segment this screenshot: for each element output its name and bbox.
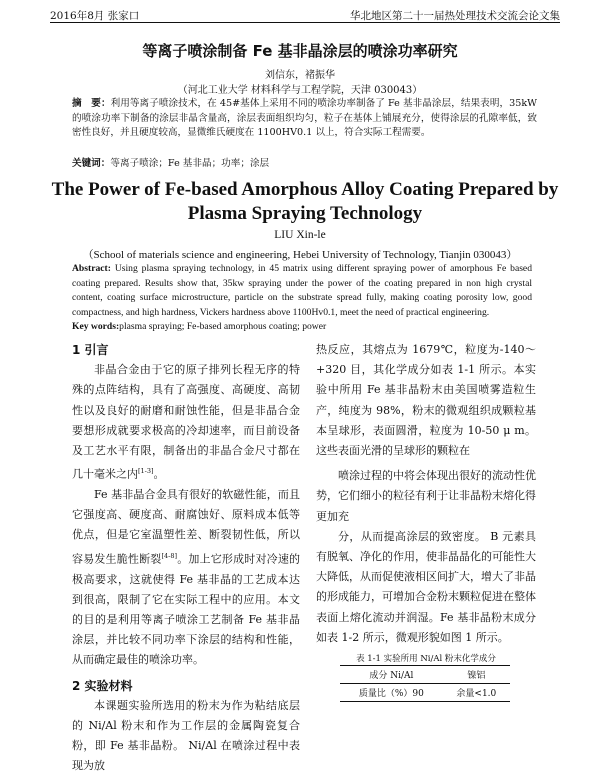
citation-2: [4-8] (161, 551, 178, 560)
chinese-abstract-label: 摘 要： (72, 98, 111, 109)
paragraph-4: 热反应，其熔点为 1679℃，粒度为-140～+320 目，其化学成分如表 1-1 所示。本实验中所用 Fe 基非晶粉末由美国喷雾造粒生产，纯度为 98%，粉末的微观组织成颗粒基本呈球形，表面圆滑，粒度为 10-50 μ m。这些表面光滑的呈球形的颗粒在 (316, 343, 536, 458)
paragraph-1-end: 。 (153, 467, 165, 481)
table-header-cell: 镍铝 (467, 671, 486, 681)
chinese-author: 刘信东，褚振华 (265, 70, 335, 81)
paragraph-5: 喷涂过程的中将会体现出很好的流动性优势，它们细小的粒径有利于让非晶粉末熔化得更加充 (316, 469, 536, 523)
table-cell: 质量比（%）90 (358, 689, 424, 699)
paragraph-3: 本课题实验所选用的粉末为作为粘结底层的 Ni/Al 粉末和作为工作层的金属陶瓷复合粉，即 Fe 基非晶粉。 Ni/Al 在喷涂过程中表现为放 (72, 698, 300, 773)
english-keywords (72, 321, 532, 332)
header-right: 华北地区第二十一届热处理技术交流会论文集 (350, 10, 560, 22)
composition-table (340, 665, 510, 702)
citation-1: [1-3] (138, 467, 154, 476)
table-cell: 余量<1.0 (456, 689, 497, 699)
chinese-abstract-text: 利用等离子喷涂技术，在 45#基体上采用不同的喷涂功率制备了 Fe 基非晶涂层，结果表明，35kW 的喷涂功率下制备的涂层非晶含量高，涂层表面组织均匀，粒子在基体上铺展充分，使得涂层的孔隙率低，致密性良好，并且硬度较高，显微维氏硬度在 1100HV0.1 以上，符合实际工程需要。 (72, 98, 537, 138)
paragraph-1 (72, 360, 300, 485)
paragraph-1-text: 非晶合金由于它的原子排列长程无序的特殊的点阵结构，具有了高强度、高硬度、高韧性以及良好的耐磨和耐蚀性能，但是非晶合金要想形成就要求极高的冷却速率，而目前设备及工艺水平有限，制备出的非晶合金尺寸都在几十毫米之内 (72, 363, 300, 481)
header-left: 2016年8月 张家口 (50, 10, 140, 22)
english-keywords-label: Key words: (72, 321, 120, 332)
paragraph-2b-text: 。加上它形成时对冷速的极高要求，这就使得 Fe 基非晶的工艺成本达到很高，限制了它在实际工程中的应用。本文的目的是利用等离子喷涂工艺制备 Fe 基非晶涂层，并比较不同功率下涂层的结构和性能，从而确定最佳的喷涂功率。 (72, 552, 301, 667)
table-header-row (340, 666, 510, 684)
english-author: LIU Xin-le (274, 229, 326, 241)
english-keywords-text: plasma spraying; Fe-based amorphous coating; power (119, 321, 327, 332)
english-abstract-text: Using plasma spraying technology, in 45 matrix using different spraying power of amorphous Fe based coating prepared. Results show that, 35kw spraying under the power of the coating prepared in non high crystal content, coating surface microstructure, particle on the substrate spread fully, making coating porosity low, good compactness, and high hardness, Vickers hardness above 1100Hv0.1, meet the need of practical engineering. (72, 263, 532, 319)
table-row (340, 684, 510, 702)
section-2-title: 2 实验材料 (72, 678, 133, 693)
chinese-keywords-text: 等离子喷涂；Fe 基非晶；功率；涂层 (110, 158, 270, 169)
chinese-affiliation: （河北工业大学 材料科学与工程学院，天津 030043） (177, 85, 423, 96)
left-column (72, 340, 300, 777)
chinese-keywords-label: 关键词： (72, 158, 111, 169)
paragraph-6: 分，从而提高涂层的致密度。 B 元素具有脱氧、净化的作用，使非晶晶化的可能性大大降低，从而促使液相区间扩大，增大了非晶的形成能力，可增加合金粉末颗粒促进在整体表面上熔化流动并润湿。Fe 基非晶粉末成分如表 1-2 所示，微观形貌如图 1 所示。 (316, 529, 536, 644)
english-title: The Power of Fe-based Amorphous Alloy Coating Prepared by Plasma Spraying Technology (51, 179, 559, 224)
chinese-abstract (72, 97, 537, 141)
english-abstract (72, 262, 532, 321)
running-header (50, 6, 560, 22)
paragraph-2a-text: Fe 基非晶合金具有很好的软磁性能，而且它强度高、硬度高、耐腐蚀好、原料成本低等优点，但是它室温塑性差、断裂韧性低，所以容易发生脆性断裂 (72, 488, 300, 566)
chinese-keywords (72, 155, 537, 169)
paragraph-2 (72, 485, 300, 670)
english-affiliation: （School of materials science and engineering, Hebei University of Technology, Tianjin 030043） (82, 249, 518, 261)
right-column (316, 340, 536, 648)
table-caption: 表 1-1 实验所用 Ni/Al 粉末化学成分 (356, 654, 496, 664)
section-1-title: 1 引言 (72, 343, 109, 357)
header-rule (50, 22, 560, 23)
table-header-cell: 成分 Ni/Al (369, 671, 414, 681)
chinese-title: 等离子喷涂制备 Fe 基非晶涂层的喷涂功率研究 (142, 42, 458, 60)
english-abstract-label: Abstract: (72, 263, 111, 274)
